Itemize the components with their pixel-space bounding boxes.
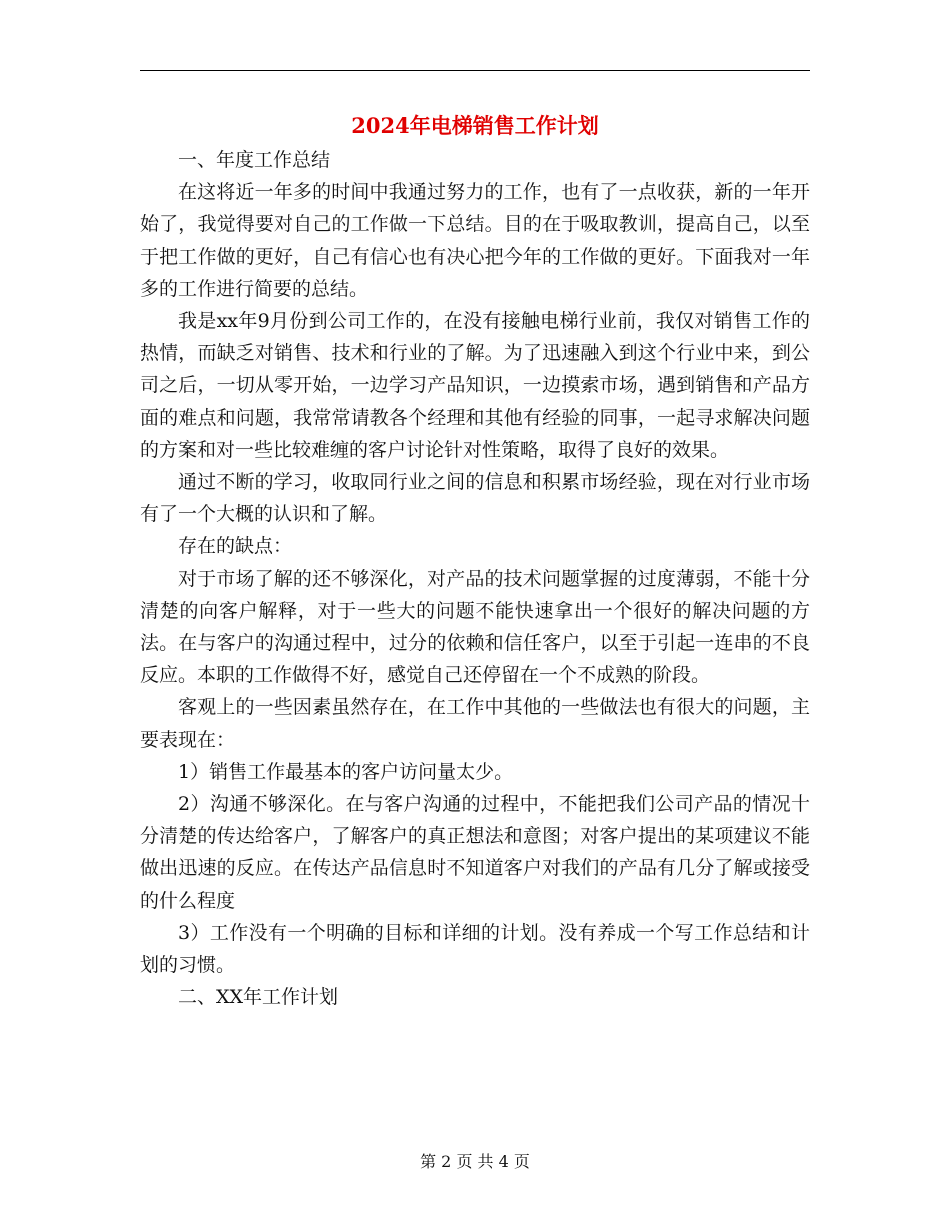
subheading-shortcomings: 存在的缺点：: [178, 535, 293, 558]
document-body: [140, 144, 810, 1013]
section-heading-summary: 一、年度工作总结: [178, 149, 331, 171]
list-item: 1）销售工作最基本的客户访问量太少。: [178, 760, 514, 783]
paragraph: 对于市场了解的还不够深化，对产品的技术问题掌握的过度薄弱，不能十分清楚的向客户解释，对于一些大的问题不能快速拿出一个很好的解决问题的方法。在与客户的沟通过程中，过分的依赖和信任客户，以至于引起一连串的不良反应。本职的工作做得不好，感觉自己还停留在一个不成熟的阶段。: [140, 567, 810, 687]
section-heading-plan: 二、XX年工作计划: [178, 986, 339, 1009]
list-item: 2）沟通不够深化。在与客户沟通的过程中，不能把我们公司产品的情况十分清楚的传达给客户，了解客户的真正想法和意图；对客户提出的某项建议不能做出迅速的反应。在传达产品信息时不知道客户对我们的产品有几分了解或接受的什么程度: [140, 793, 810, 912]
paragraph: 通过不断的学习，收取同行业之间的信息和积累市场经验，现在对行业市场有了一个大概的认识和了解。: [140, 471, 810, 526]
page-number: 第 2 页 共 4 页: [420, 1152, 530, 1171]
paragraph: 我是xx年9月份到公司工作的，在没有接触电梯行业前，我仅对销售工作的热情，而缺乏对销售、技术和行业的了解。为了迅速融入到这个行业中来，到公司之后，一切从零开始，一边学习产品知识，一边摸索市场，遇到销售和产品方面的难点和问题，我常常请教各个经理和其他有经验的同事，一起寻求解决问题的方案和对一些比较难缠的客户讨论针对性策略，取得了良好的效果。: [140, 310, 810, 461]
paragraph: 在这将近一年多的时间中我通过努力的工作，也有了一点收获，新的一年开始了，我觉得要对自己的工作做一下总结。目的在于吸取教训，提高自己，以至于把工作做的更好，自己有信心也有决心把今年的工作做的更好。下面我对一年多的工作进行简要的总结。: [140, 181, 810, 300]
header-rule: [140, 70, 810, 71]
paragraph: 客观上的一些因素虽然存在，在工作中其他的一些做法也有很大的问题，主要表现在：: [140, 696, 810, 751]
document-title: 2024年电梯销售工作计划: [351, 113, 599, 138]
list-item: 3）工作没有一个明确的目标和详细的计划。没有养成一个写工作总结和计划的习惯。: [140, 921, 810, 977]
